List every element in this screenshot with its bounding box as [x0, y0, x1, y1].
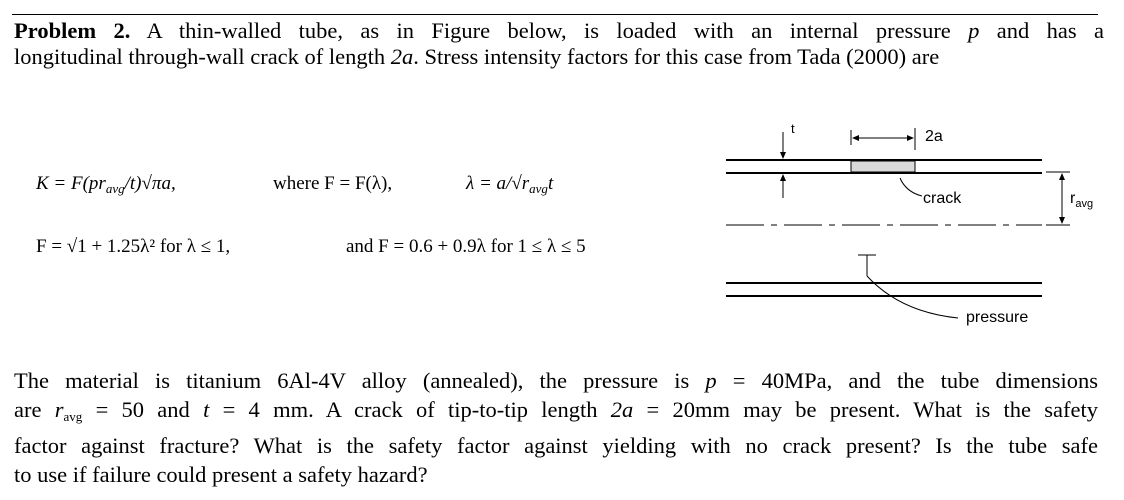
2a-arrowhead-left [852, 135, 859, 141]
closing-line-2: are $r_{avg} = 50$ and t = 4 mm. A crack of tip-to-tip length 2a = 20mm may be present. What is the safety [14, 397, 1098, 424]
ravg-arrowhead-bottom [1059, 217, 1065, 224]
label-crack: crack [923, 190, 962, 207]
ravg-arrowhead-top [1059, 173, 1065, 180]
label-ravg: $r_{avg}$ [1070, 190, 1094, 210]
equation-where: where F = F(λ), [273, 173, 393, 194]
t-arrowhead-bottom [780, 174, 786, 181]
crack-leader [900, 178, 922, 196]
label-2a: 2a [925, 128, 943, 145]
equation-f-low: F = √1 + 1.25λ² for λ ≤ 1, [36, 236, 231, 257]
closing-line-4: to use if failure could present a safety hazard? [14, 462, 428, 487]
label-t: t [791, 121, 795, 136]
2a-arrowhead-right [907, 135, 914, 141]
closing-line-3: factor against fracture? What is the safety factor against yielding with no crack present? Is the tube safe [14, 433, 1098, 458]
crack-region [851, 161, 915, 172]
t-arrowhead-top [780, 152, 786, 159]
equation-f-high: and F = 0.6 + 0.9λ for 1 ≤ λ ≤ 5 [346, 236, 586, 257]
problem-questions [14, 366, 1098, 489]
problem-heading: Problem 2. [14, 18, 131, 43]
equation-lambda: $\lambda = a/√r_{avg}t$ [466, 173, 554, 196]
intro-line-1: Problem 2. A thin-walled tube, as in Figure below, is loaded with an internal pressure p and has a [14, 18, 1104, 43]
closing-line-1: The material is titanium 6Al-4V alloy (annealed), the pressure is p = 40MPa, and the tube dimensions [14, 368, 1098, 393]
intro-line-2: longitudinal through-wall crack of length 2a. Stress intensity factors for this case from Tada (2000) are [14, 44, 940, 69]
equation-k: $K = F(pr_{avg}/t)√\pi a$, [36, 173, 176, 196]
label-pressure: pressure [966, 309, 1029, 326]
